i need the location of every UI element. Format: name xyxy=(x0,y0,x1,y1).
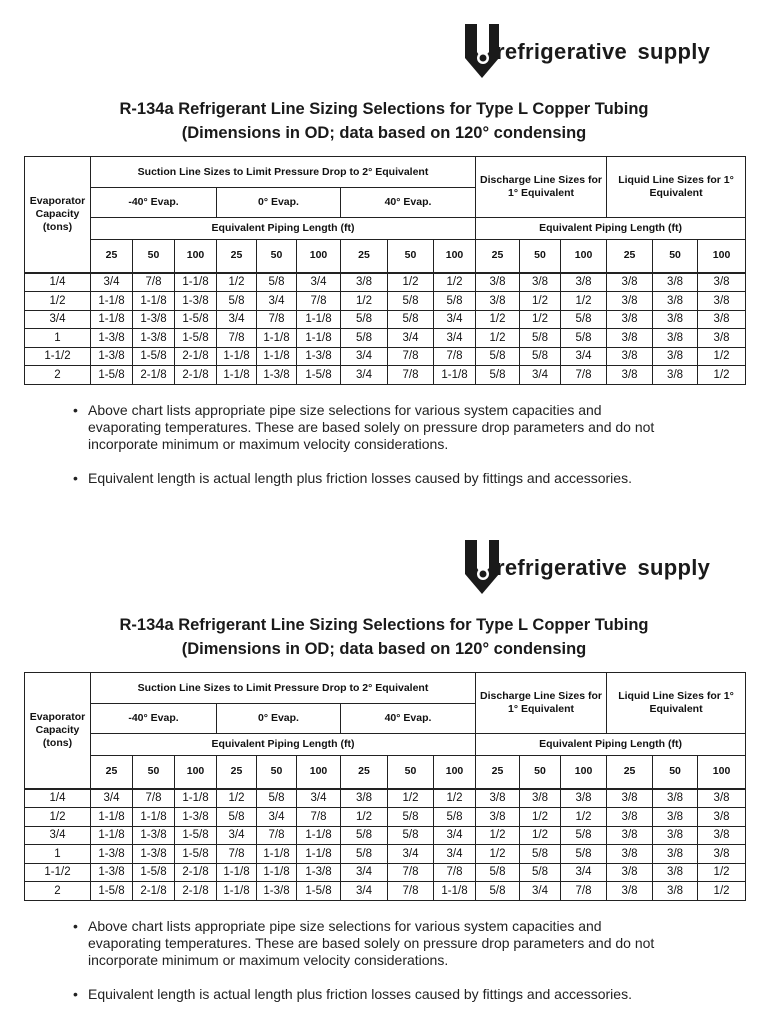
length-header-cell: 100 xyxy=(561,756,607,789)
size-cell: 3/8 xyxy=(607,845,653,864)
size-cell: 3/8 xyxy=(653,789,698,808)
suction-length-header: Equivalent Piping Length (ft) xyxy=(91,734,476,756)
size-cell: 1-3/8 xyxy=(175,292,217,311)
size-cell: 1/2 xyxy=(698,863,746,882)
size-cell: 3/8 xyxy=(698,845,746,864)
size-cell: 1-1/8 xyxy=(297,329,341,348)
size-cell: 1-5/8 xyxy=(297,882,341,901)
evap-minus40-header: -40° Evap. xyxy=(91,704,217,734)
brand-name: refrigerative supply xyxy=(496,555,711,580)
size-cell: 3/4 xyxy=(341,882,388,901)
size-cell: 5/8 xyxy=(341,826,388,845)
size-cell: 2-1/8 xyxy=(133,366,175,385)
size-cell: 3/8 xyxy=(653,329,698,348)
size-cell: 3/8 xyxy=(607,789,653,808)
brand-logo xyxy=(463,22,753,80)
size-cell: 3/4 xyxy=(561,347,607,366)
size-cell: 1-1/8 xyxy=(175,273,217,292)
table-row xyxy=(25,808,746,827)
size-cell: 5/8 xyxy=(217,808,257,827)
size-cell: 3/8 xyxy=(653,292,698,311)
size-cell: 7/8 xyxy=(257,310,297,329)
evap-0-header: 0° Evap. xyxy=(217,188,341,218)
note-text: Equivalent length is actual length plus friction losses caused by fittings and accessories. xyxy=(88,986,632,1002)
size-cell: 5/8 xyxy=(520,863,561,882)
size-cell: 3/4 xyxy=(520,366,561,385)
size-cell: 1/2 xyxy=(217,789,257,808)
size-cell: 1/2 xyxy=(341,292,388,311)
length-header-cell: 50 xyxy=(388,240,434,273)
size-cell: 3/8 xyxy=(698,329,746,348)
note-item xyxy=(73,470,673,487)
size-cell: 1-3/8 xyxy=(257,882,297,901)
size-cell: 3/4 xyxy=(341,366,388,385)
length-header-cell: 25 xyxy=(476,240,520,273)
size-cell: 1/2 xyxy=(561,808,607,827)
size-cell: 7/8 xyxy=(217,845,257,864)
size-cell: 1-3/8 xyxy=(133,310,175,329)
size-cell: 3/8 xyxy=(607,882,653,901)
length-header-cell: 100 xyxy=(434,756,476,789)
size-cell: 3/8 xyxy=(698,826,746,845)
discharge-header: Discharge Line Sizes for 1° Equivalent xyxy=(476,673,607,734)
size-cell: 3/8 xyxy=(607,347,653,366)
size-cell: 1/2 xyxy=(434,273,476,292)
size-cell: 3/4 xyxy=(434,845,476,864)
bullet-glyph: • xyxy=(73,402,78,418)
size-cell: 7/8 xyxy=(434,863,476,882)
note-text: Above chart lists appropriate pipe size selections for various system capacities and evaporating temperatures. These are based solely on pressure drop parameters and do not incorporate minimum or maximum velocity considerations. xyxy=(88,918,655,968)
size-cell: 3/4 xyxy=(341,863,388,882)
size-cell: 3/8 xyxy=(698,808,746,827)
suction-length-header: Equivalent Piping Length (ft) xyxy=(91,218,476,240)
size-cell: 5/8 xyxy=(388,808,434,827)
size-cell: 3/8 xyxy=(698,310,746,329)
table-row xyxy=(25,329,746,348)
size-cell: 1/2 xyxy=(476,845,520,864)
size-cell: 5/8 xyxy=(520,845,561,864)
bullet-glyph: • xyxy=(73,918,78,934)
size-cell: 7/8 xyxy=(561,882,607,901)
note-item xyxy=(73,986,673,1003)
size-cell: 7/8 xyxy=(388,347,434,366)
size-cell: 1/2 xyxy=(520,310,561,329)
size-cell: 5/8 xyxy=(561,310,607,329)
size-cell: 1-5/8 xyxy=(175,845,217,864)
line-sizing-table xyxy=(24,672,746,901)
page-title: R-134a Refrigerant Line Sizing Selections for Type L Copper Tubing xyxy=(119,100,649,118)
capacity-cell: 1/2 xyxy=(25,292,91,311)
capacity-cell: 1-1/2 xyxy=(25,863,91,882)
size-cell: 7/8 xyxy=(561,366,607,385)
size-cell: 3/4 xyxy=(91,273,133,292)
size-cell: 5/8 xyxy=(434,292,476,311)
size-cell: 7/8 xyxy=(388,882,434,901)
size-cell: 3/8 xyxy=(607,808,653,827)
length-header-cell: 50 xyxy=(520,240,561,273)
size-cell: 3/8 xyxy=(561,789,607,808)
size-cell: 1-3/8 xyxy=(133,329,175,348)
size-cell: 3/8 xyxy=(698,273,746,292)
size-cell: 1-3/8 xyxy=(133,845,175,864)
size-cell: 5/8 xyxy=(341,845,388,864)
length-header-cell: 100 xyxy=(297,756,341,789)
size-cell: 3/8 xyxy=(476,789,520,808)
notes xyxy=(73,918,673,1003)
size-cell: 3/4 xyxy=(434,826,476,845)
size-cell: 1-1/8 xyxy=(257,863,297,882)
size-cell: 3/8 xyxy=(520,789,561,808)
capacity-header: Evaporator Capacity (tons) xyxy=(25,157,91,273)
length-header-cell: 25 xyxy=(341,756,388,789)
evap-minus40-header: -40° Evap. xyxy=(91,188,217,218)
size-cell: 3/4 xyxy=(217,310,257,329)
page-subtitle: (Dimensions in OD; data based on 120° condensing xyxy=(181,124,587,142)
brand-name: refrigerative supply xyxy=(496,39,711,64)
bullet-glyph: • xyxy=(73,986,78,1002)
suction-header: Suction Line Sizes to Limit Pressure Drop to 2° Equivalent xyxy=(91,157,476,188)
size-cell: 5/8 xyxy=(257,789,297,808)
size-cell: 1-1/8 xyxy=(257,329,297,348)
size-cell: 1-1/8 xyxy=(297,845,341,864)
size-cell: 3/8 xyxy=(698,789,746,808)
size-cell: 1-5/8 xyxy=(175,329,217,348)
size-cell: 1-5/8 xyxy=(91,366,133,385)
size-cell: 5/8 xyxy=(434,808,476,827)
size-cell: 5/8 xyxy=(476,863,520,882)
evap-0-header: 0° Evap. xyxy=(217,704,341,734)
size-cell: 1-1/8 xyxy=(297,310,341,329)
discharge-header: Discharge Line Sizes for 1° Equivalent xyxy=(476,157,607,218)
size-cell: 1-3/8 xyxy=(133,826,175,845)
evap-40-header: 40° Evap. xyxy=(341,188,476,218)
note-item xyxy=(73,402,673,453)
size-cell: 3/8 xyxy=(476,273,520,292)
size-cell: 3/4 xyxy=(388,845,434,864)
size-cell: 1-3/8 xyxy=(297,863,341,882)
table-row xyxy=(25,310,746,329)
capacity-cell: 1 xyxy=(25,329,91,348)
size-cell: 2-1/8 xyxy=(175,347,217,366)
size-cell: 5/8 xyxy=(341,310,388,329)
table-body xyxy=(25,273,746,385)
size-cell: 3/8 xyxy=(341,789,388,808)
size-cell: 7/8 xyxy=(434,347,476,366)
length-header-row xyxy=(25,240,746,273)
size-cell: 5/8 xyxy=(217,292,257,311)
capacity-cell: 2 xyxy=(25,882,91,901)
size-cell: 1-1/8 xyxy=(91,292,133,311)
size-cell: 1-1/8 xyxy=(133,808,175,827)
size-cell: 1-3/8 xyxy=(91,863,133,882)
table-row xyxy=(25,845,746,864)
size-cell: 1-5/8 xyxy=(133,347,175,366)
size-cell: 3/4 xyxy=(434,329,476,348)
length-header-cell: 50 xyxy=(133,756,175,789)
length-header-cell: 100 xyxy=(561,240,607,273)
size-cell: 3/8 xyxy=(476,808,520,827)
size-cell: 1-1/8 xyxy=(434,882,476,901)
size-cell: 5/8 xyxy=(561,826,607,845)
size-cell: 3/8 xyxy=(520,273,561,292)
size-cell: 1/2 xyxy=(520,808,561,827)
line-sizing-section xyxy=(0,0,768,512)
line-sizing-section xyxy=(0,516,768,1028)
discharge-liquid-length-header: Equivalent Piping Length (ft) xyxy=(476,218,746,240)
capacity-cell: 3/4 xyxy=(25,826,91,845)
capacity-cell: 1 xyxy=(25,845,91,864)
note-text: Above chart lists appropriate pipe size selections for various system capacities and evaporating temperatures. These are based solely on pressure drop parameters and do not incorporate minimum or maximum velocity considerations. xyxy=(88,402,655,452)
table-row xyxy=(25,273,746,292)
length-header-cell: 25 xyxy=(217,756,257,789)
size-cell: 3/8 xyxy=(607,273,653,292)
size-cell: 3/8 xyxy=(653,273,698,292)
size-cell: 7/8 xyxy=(133,789,175,808)
size-cell: 7/8 xyxy=(257,826,297,845)
table-body xyxy=(25,789,746,901)
size-cell: 3/4 xyxy=(297,273,341,292)
size-cell: 7/8 xyxy=(388,366,434,385)
length-header-cell: 100 xyxy=(434,240,476,273)
size-cell: 5/8 xyxy=(388,292,434,311)
length-header-cell: 100 xyxy=(698,240,746,273)
size-cell: 1/2 xyxy=(520,826,561,845)
size-cell: 3/8 xyxy=(653,310,698,329)
evap-40-header: 40° Evap. xyxy=(341,704,476,734)
size-cell: 3/8 xyxy=(476,292,520,311)
size-cell: 2-1/8 xyxy=(175,882,217,901)
size-cell: 3/8 xyxy=(607,366,653,385)
note-item xyxy=(73,918,673,969)
table-row xyxy=(25,882,746,901)
length-header-cell: 25 xyxy=(341,240,388,273)
size-cell: 1-1/8 xyxy=(91,310,133,329)
capacity-header: Evaporator Capacity (tons) xyxy=(25,673,91,789)
size-cell: 1-5/8 xyxy=(175,310,217,329)
size-cell: 5/8 xyxy=(520,347,561,366)
length-header-cell: 25 xyxy=(476,756,520,789)
size-cell: 5/8 xyxy=(520,329,561,348)
size-cell: 1-1/8 xyxy=(217,347,257,366)
line-sizing-table xyxy=(24,156,746,385)
size-cell: 1-5/8 xyxy=(133,863,175,882)
length-header-cell: 25 xyxy=(91,240,133,273)
suction-header: Suction Line Sizes to Limit Pressure Drop to 2° Equivalent xyxy=(91,673,476,704)
size-cell: 7/8 xyxy=(388,863,434,882)
length-header-cell: 25 xyxy=(91,756,133,789)
size-cell: 1/2 xyxy=(217,273,257,292)
page-subtitle: (Dimensions in OD; data based on 120° condensing xyxy=(181,640,587,658)
size-cell: 3/8 xyxy=(341,273,388,292)
length-header-cell: 25 xyxy=(607,756,653,789)
capacity-cell: 1/2 xyxy=(25,808,91,827)
capacity-cell: 2 xyxy=(25,366,91,385)
size-cell: 3/8 xyxy=(607,292,653,311)
size-cell: 1/2 xyxy=(434,789,476,808)
size-cell: 1-1/8 xyxy=(133,292,175,311)
size-cell: 3/8 xyxy=(607,310,653,329)
size-cell: 3/4 xyxy=(388,329,434,348)
size-cell: 3/8 xyxy=(653,826,698,845)
table-row xyxy=(25,863,746,882)
size-cell: 3/8 xyxy=(653,845,698,864)
table-row xyxy=(25,292,746,311)
size-cell: 1/2 xyxy=(698,366,746,385)
liquid-header: Liquid Line Sizes for 1° Equivalent xyxy=(607,673,746,734)
table-row xyxy=(25,789,746,808)
size-cell: 3/8 xyxy=(653,882,698,901)
capacity-cell: 3/4 xyxy=(25,310,91,329)
capacity-cell: 1/4 xyxy=(25,273,91,292)
size-cell: 3/4 xyxy=(257,292,297,311)
size-cell: 1-1/8 xyxy=(217,882,257,901)
length-header-cell: 50 xyxy=(257,240,297,273)
size-cell: 1-1/8 xyxy=(257,845,297,864)
size-cell: 1/2 xyxy=(520,292,561,311)
size-cell: 5/8 xyxy=(388,310,434,329)
size-cell: 3/8 xyxy=(653,347,698,366)
capacity-cell: 1/4 xyxy=(25,789,91,808)
size-cell: 1/2 xyxy=(388,789,434,808)
table-row xyxy=(25,347,746,366)
size-cell: 1-3/8 xyxy=(91,329,133,348)
page-title: R-134a Refrigerant Line Sizing Selections for Type L Copper Tubing xyxy=(119,616,649,634)
size-cell: 1-3/8 xyxy=(175,808,217,827)
length-header-cell: 100 xyxy=(698,756,746,789)
size-cell: 1-1/8 xyxy=(175,789,217,808)
size-cell: 3/8 xyxy=(653,808,698,827)
size-cell: 1-3/8 xyxy=(257,366,297,385)
notes xyxy=(73,402,673,487)
size-cell: 7/8 xyxy=(133,273,175,292)
size-cell: 1-5/8 xyxy=(91,882,133,901)
size-cell: 5/8 xyxy=(476,366,520,385)
length-header-cell: 50 xyxy=(257,756,297,789)
note-text: Equivalent length is actual length plus friction losses caused by fittings and accessories. xyxy=(88,470,632,486)
size-cell: 3/4 xyxy=(341,347,388,366)
size-cell: 2-1/8 xyxy=(175,863,217,882)
length-header-cell: 25 xyxy=(607,240,653,273)
size-cell: 1/2 xyxy=(698,882,746,901)
size-cell: 1/2 xyxy=(561,292,607,311)
size-cell: 3/4 xyxy=(257,808,297,827)
length-header-cell: 100 xyxy=(297,240,341,273)
size-cell: 5/8 xyxy=(476,882,520,901)
size-cell: 1-3/8 xyxy=(297,347,341,366)
discharge-liquid-length-header: Equivalent Piping Length (ft) xyxy=(476,734,746,756)
size-cell: 1-3/8 xyxy=(91,845,133,864)
table-row xyxy=(25,366,746,385)
size-cell: 3/4 xyxy=(561,863,607,882)
size-cell: 5/8 xyxy=(388,826,434,845)
length-header-cell: 100 xyxy=(175,756,217,789)
size-cell: 3/8 xyxy=(698,292,746,311)
size-cell: 2-1/8 xyxy=(175,366,217,385)
size-cell: 1/2 xyxy=(476,329,520,348)
size-cell: 5/8 xyxy=(476,347,520,366)
size-cell: 7/8 xyxy=(217,329,257,348)
size-cell: 1-1/8 xyxy=(434,366,476,385)
liquid-header: Liquid Line Sizes for 1° Equivalent xyxy=(607,157,746,218)
size-cell: 5/8 xyxy=(341,329,388,348)
size-cell: 3/8 xyxy=(607,329,653,348)
length-header-cell: 50 xyxy=(388,756,434,789)
brand-logo xyxy=(463,538,753,596)
bullet-glyph: • xyxy=(73,470,78,486)
length-header-cell: 50 xyxy=(653,240,698,273)
size-cell: 1-1/8 xyxy=(257,347,297,366)
size-cell: 1-5/8 xyxy=(297,366,341,385)
size-cell: 1/2 xyxy=(341,808,388,827)
size-cell: 5/8 xyxy=(257,273,297,292)
length-header-cell: 100 xyxy=(175,240,217,273)
size-cell: 3/4 xyxy=(520,882,561,901)
size-cell: 1-1/8 xyxy=(91,808,133,827)
size-cell: 3/8 xyxy=(607,863,653,882)
size-cell: 1/2 xyxy=(476,310,520,329)
size-cell: 3/8 xyxy=(653,863,698,882)
size-cell: 3/4 xyxy=(297,789,341,808)
size-cell: 1-3/8 xyxy=(91,347,133,366)
size-cell: 5/8 xyxy=(561,845,607,864)
size-cell: 1-1/8 xyxy=(217,863,257,882)
size-cell: 1-5/8 xyxy=(175,826,217,845)
size-cell: 3/4 xyxy=(91,789,133,808)
size-cell: 1-1/8 xyxy=(217,366,257,385)
size-cell: 3/8 xyxy=(561,273,607,292)
length-header-cell: 25 xyxy=(217,240,257,273)
size-cell: 3/4 xyxy=(217,826,257,845)
size-cell: 5/8 xyxy=(561,329,607,348)
size-cell: 1-1/8 xyxy=(91,826,133,845)
size-cell: 1/2 xyxy=(698,347,746,366)
capacity-cell: 1-1/2 xyxy=(25,347,91,366)
length-header-cell: 50 xyxy=(520,756,561,789)
size-cell: 7/8 xyxy=(297,292,341,311)
size-cell: 3/8 xyxy=(653,366,698,385)
size-cell: 1-1/8 xyxy=(297,826,341,845)
size-cell: 1/2 xyxy=(388,273,434,292)
size-cell: 2-1/8 xyxy=(133,882,175,901)
size-cell: 3/4 xyxy=(434,310,476,329)
length-header-row xyxy=(25,756,746,789)
size-cell: 7/8 xyxy=(297,808,341,827)
length-header-cell: 50 xyxy=(653,756,698,789)
length-header-cell: 50 xyxy=(133,240,175,273)
size-cell: 3/8 xyxy=(607,826,653,845)
size-cell: 1/2 xyxy=(476,826,520,845)
table-row xyxy=(25,826,746,845)
